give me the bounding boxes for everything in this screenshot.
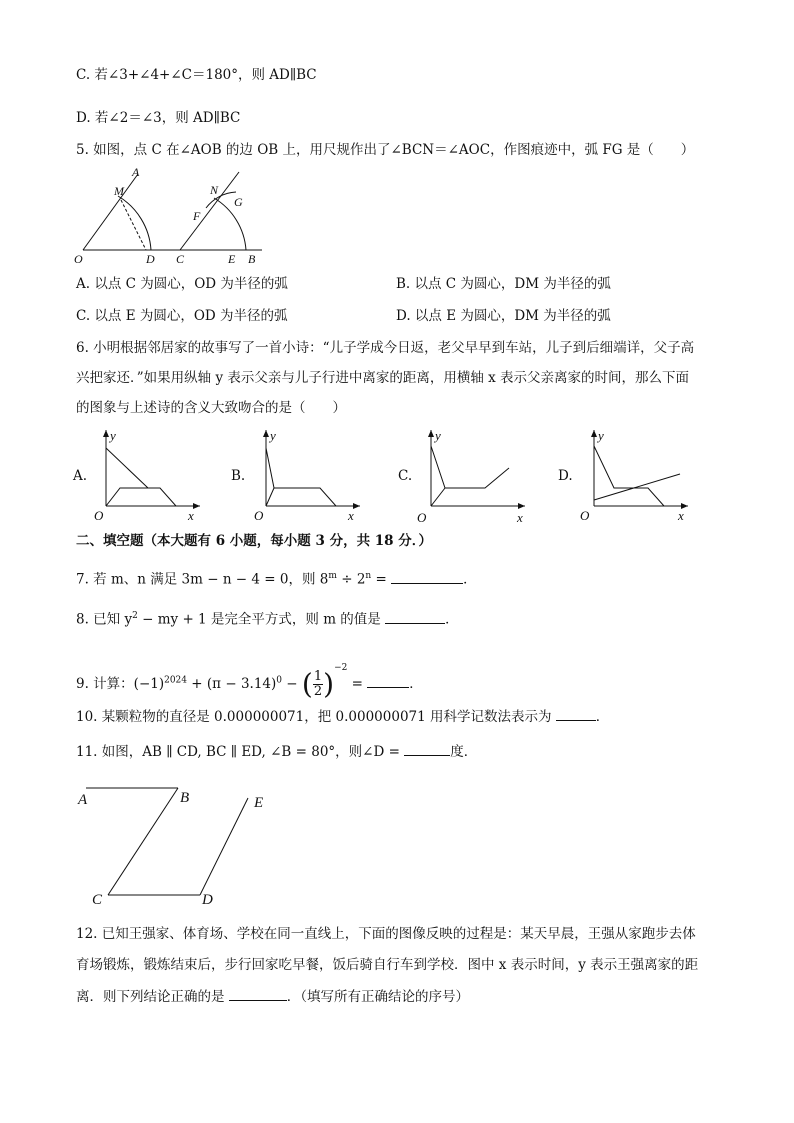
q11-label-e: E (254, 795, 264, 811)
q5-label-c: C (176, 252, 185, 266)
q6-graph-c-o: O (417, 510, 427, 525)
q8-answer-blank[interactable] (385, 609, 445, 624)
q11-figure (76, 780, 296, 910)
q6-graph-d (580, 428, 700, 523)
q9-fraction: $\frac{1}{2}$ (313, 669, 323, 699)
q9-answer-blank[interactable] (367, 673, 409, 688)
q5-label-b: B (248, 252, 256, 266)
q5-label-e: E (228, 252, 236, 266)
q11-label-d: D (202, 892, 213, 908)
q5-label-a: A (132, 165, 140, 179)
q6-line-2: 兴把家还．”如果用纵轴 y 表示父亲与儿子行进中离家的距离，用横轴 x 表示父亲离家的时间，那么下面 (76, 370, 690, 386)
q12-line-3: 离．则下列结论正确的是 ．（填写所有正确结论的序号） (76, 986, 469, 1007)
q6-graph-d-x: x (678, 508, 684, 523)
q7-answer-blank[interactable] (391, 569, 463, 584)
q11-answer-blank[interactable] (404, 741, 450, 756)
q5-label-d: D (146, 252, 155, 266)
q11: 11. 如图，AB ∥ CD, BC ∥ ED, ∠B = 80°，则∠D = 度． (76, 741, 477, 762)
q12-answer-blank[interactable] (229, 986, 287, 1001)
q5-option-d: D. 以点 E 为圆心，DM 为半径的弧 (396, 308, 611, 324)
q8: 8. 已知 $y^2$ − my + 1 是完全平方式，则 m 的值是 ． (76, 606, 459, 630)
q12-line-2: 育场锻炼，锻炼结束后，步行回家吃早餐，饭后骑自行车到学校．图中 x 表示时间，y 表示王强离家的距 (76, 957, 699, 973)
q5-option-c: C. 以点 E 为圆心，OD 为半径的弧 (76, 308, 288, 324)
q12-line-1: 12. 已知王强家、体育场、学校在同一直线上，下面的图像反映的过程是：某天早晨，王强从家跑步去体 (76, 926, 696, 942)
q7: 7. 若 m、n 满足 3m − n − 4 = 0，则 $8^m \div 2^n$ = ． (76, 566, 477, 590)
q6-graph-d-y: y (598, 428, 604, 443)
q5-label-o: O (74, 252, 83, 266)
q6-graph-c-y: y (435, 428, 441, 443)
q5-label-n: N (210, 183, 219, 197)
q5-label-f: F (193, 209, 201, 223)
q6-line-1: 6. 小明根据邻居家的故事写了一首小诗：“儿子学成今日返，老父早早到车站，儿子到后细端详，父子高 (76, 340, 695, 356)
q10-answer-blank[interactable] (556, 706, 596, 721)
q11-label-a: A (78, 792, 88, 808)
q6-graph-b-y: y (270, 428, 276, 443)
q6-graph-b-x: x (348, 508, 354, 523)
q4-option-d: D. 若∠2＝∠3，则 AD∥BC (76, 110, 241, 126)
q9: 9. 计算：$(-1)^{2024} + (\pi - 3.14)^0$ − ( $\frac{1}{2}$ )$^{-2}$ = ． (76, 663, 423, 701)
q6-line-3: 的图象与上述诗的含义大致吻合的是（ ） (76, 400, 346, 416)
q6-graph-d-o: O (580, 508, 590, 523)
section-2-heading: 二、填空题（本大题有 6 小题，每小题 3 分，共 18 分．） (76, 533, 433, 549)
q5-label-g: G (234, 195, 243, 209)
q6-graph-b-o: O (254, 508, 264, 523)
q5-label-m: M (114, 184, 124, 198)
q6-graph-a-o: O (94, 508, 104, 523)
q11-label-c: C (92, 892, 103, 908)
q6-graph-c (417, 428, 537, 523)
q11-label-b: B (180, 790, 190, 806)
q6-graph-c-x: x (517, 510, 523, 525)
q4-option-c: C. 若∠3+∠4+∠C＝180°，则 AD∥BC (76, 67, 317, 83)
q6-graph-b (252, 428, 372, 523)
q6-graph-a-x: x (188, 508, 194, 523)
q5-figure (74, 165, 276, 268)
q5-option-a: A. 以点 C 为圆心，OD 为半径的弧 (76, 276, 288, 292)
q5-option-b: B. 以点 C 为圆心，DM 为半径的弧 (396, 276, 611, 292)
q6-graph-a-label: A. (73, 468, 88, 484)
q6-graph-d-label: D. (558, 468, 573, 484)
q5-stem: 5. 如图，点 C 在∠AOB 的边 OB 上，用尺规作出了∠BCN＝∠AOC，作图痕迹中，弧 FG 是（ ） (76, 142, 695, 158)
q6-graph-c-label: C. (398, 468, 413, 484)
q10: 10. 某颗粒物的直径是 0.000000071，把 0.000000071 用科学记数法表示为 ． (76, 706, 609, 727)
q6-graph-a (92, 428, 212, 523)
q6-graph-b-label: B. (231, 468, 246, 484)
q6-graph-a-y: y (110, 428, 116, 443)
